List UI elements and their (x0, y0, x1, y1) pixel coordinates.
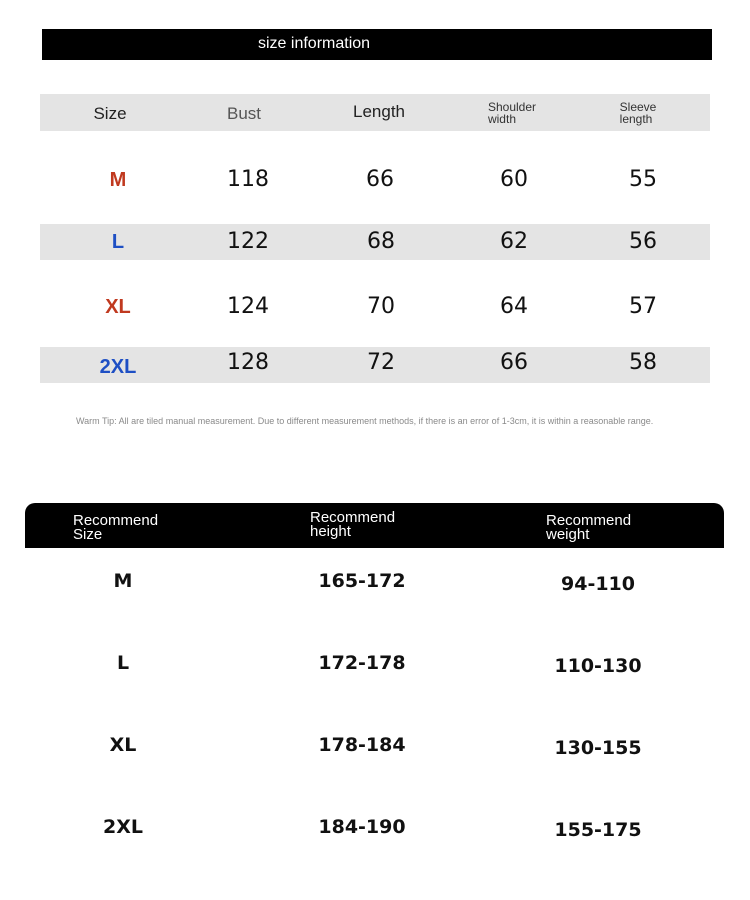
header-length: Length (353, 102, 405, 121)
header-recommend-size: Recommend Size (73, 512, 159, 543)
recommend-weight: 130-155 (554, 737, 642, 759)
bust-value: 124 (227, 294, 269, 319)
size-row-xl (40, 291, 710, 323)
recommend-height: 172-178 (318, 652, 406, 674)
sleeve-value: 56 (629, 229, 657, 254)
sleeve-value: 57 (629, 294, 657, 319)
measurement-tip: Warm Tip: All are tiled manual measurement. Due to different measurement methods, if there is an error of 1-3cm, it is within a reasonable range. (76, 416, 654, 426)
size-row-2xl (40, 347, 710, 383)
sleeve-value: 58 (629, 350, 657, 375)
shoulder-value: 64 (500, 294, 528, 319)
shoulder-value: 62 (500, 229, 528, 254)
header-recommend-height: Recommend height (310, 509, 396, 540)
page-title: size information (258, 35, 371, 52)
recommend-height: 184-190 (318, 816, 406, 838)
header-bust: Bust (226, 104, 262, 123)
length-value: 72 (367, 350, 395, 375)
recommend-row-2xl (25, 814, 724, 854)
recommend-row-l (25, 650, 724, 690)
size-table-header (40, 94, 710, 131)
recommend-height: 178-184 (318, 734, 406, 756)
recommend-size: XL (109, 734, 137, 756)
length-value: 66 (366, 167, 394, 192)
recommend-size: L (116, 652, 130, 674)
header-shoulder-width: Shoulder width (487, 100, 537, 126)
size-row-m (40, 164, 710, 196)
recommend-weight: 155-175 (554, 819, 642, 841)
size-label: M (109, 169, 127, 191)
recommend-weight: 110-130 (554, 655, 642, 677)
recommend-height: 165-172 (318, 570, 406, 592)
header-size: Size (93, 104, 127, 123)
recommend-size: M (113, 570, 133, 592)
bust-value: 122 (227, 229, 269, 254)
header-sleeve-length: Sleeve length (619, 100, 657, 126)
size-label: 2XL (99, 356, 137, 378)
header-recommend-weight: Recommend weight (546, 512, 632, 543)
size-label: XL (105, 296, 131, 318)
length-value: 70 (367, 294, 395, 319)
bust-value: 128 (227, 350, 269, 375)
bust-value: 118 (227, 167, 269, 192)
recommend-table-header (25, 503, 724, 548)
recommend-size: 2XL (103, 816, 143, 838)
recommend-weight: 94-110 (561, 573, 635, 595)
size-row-l (40, 224, 710, 260)
shoulder-value: 60 (500, 167, 528, 192)
length-value: 68 (367, 229, 395, 254)
shoulder-value: 66 (500, 350, 528, 375)
recommend-row-xl (25, 732, 724, 772)
title-bar (42, 29, 712, 60)
size-label: L (111, 231, 125, 253)
sleeve-value: 55 (629, 167, 657, 192)
recommend-row-m (25, 568, 724, 608)
